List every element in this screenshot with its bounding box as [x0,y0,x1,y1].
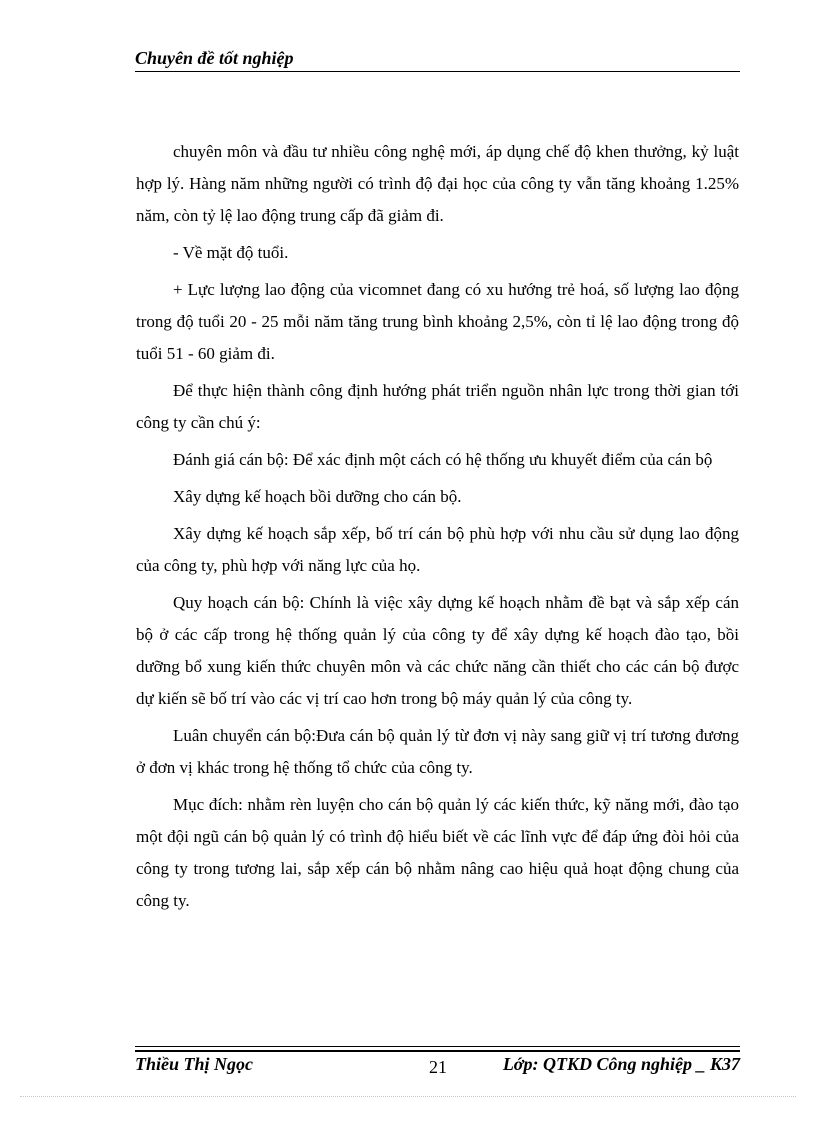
header-title: Chuyên đề tốt nghiệp [135,48,294,68]
paragraph: Đánh giá cán bộ: Để xác định một cách có hệ thống ưu khuyết điểm của cán bộ [173,450,713,469]
page-number: 21 [429,1057,447,1077]
header-rule [135,71,740,72]
footer-author: Thiều Thị Ngọc [135,1054,254,1074]
paragraph: Luân chuyển cán bộ:Đưa cán bộ quản lý từ đơn vị này sang giữ vị trí tương đương ở đơn vị khác trong hệ thống tổ chức của công ty. [136,726,739,777]
footer-rule-thin [135,1046,740,1047]
footer-rule-thick [135,1050,740,1052]
paragraph: Mục đích: nhằm rèn luyện cho cán bộ quản lý các kiến thức, kỹ năng mới, đào tạo một đội ngũ cán bộ quản lý có trình độ hiểu biết về các lĩnh vực để đáp ứng đòi hỏi của công ty trong tương lai, sắp xếp cán bộ nhằm nâng cao hiệu quả hoạt động chung của công ty. [136,795,739,910]
footer-class: Lớp: QTKD Công nghiệp _ K37 [502,1054,740,1074]
paragraph: + Lực lượng lao động của vicomnet đang có xu hướng trẻ hoá, số lượng lao động trong độ tuổi 20 - 25 mỗi năm tăng trung bình khoảng 2,5%, còn tỉ lệ lao động trong độ tuổi 51 - 60 giảm đi. [136,280,739,363]
body-text [136,136,739,922]
paragraph: Xây dựng kế hoạch bồi dưỡng cho cán bộ. [173,487,462,506]
paragraph: - Về mặt độ tuổi. [173,243,289,262]
paragraph: chuyên môn và đầu tư nhiều công nghệ mới, áp dụng chế độ khen thưởng, kỷ luật hợp lý. Hàng năm những người có trình độ đại học của công ty vẫn tăng khoảng 1.25% năm, còn tỷ lệ lao động trung cấp đã giảm đi. [136,142,739,225]
paragraph: Xây dựng kế hoạch sắp xếp, bố trí cán bộ phù hợp với nhu cầu sử dụng lao động của công ty, phù hợp với năng lực của họ. [136,524,739,575]
page-bottom-divider [20,1096,796,1097]
paragraph: Để thực hiện thành công định hướng phát triển nguồn nhân lực trong thời gian tới công ty cần chú ý: [136,381,739,432]
paragraph: Quy hoạch cán bộ: Chính là việc xây dựng kế hoạch nhằm đề bạt và sắp xếp cán bộ ở các cấp trong hệ thống quản lý của công ty để xây dựng kế hoạch đào tạo, bồi dưỡng bổ xung kiến thức chuyên môn và các chức năng cần thiết cho các cán bộ được dự kiến sẽ bố trí vào các vị trí cao hơn trong bộ máy quản lý của công ty. [136,593,739,708]
